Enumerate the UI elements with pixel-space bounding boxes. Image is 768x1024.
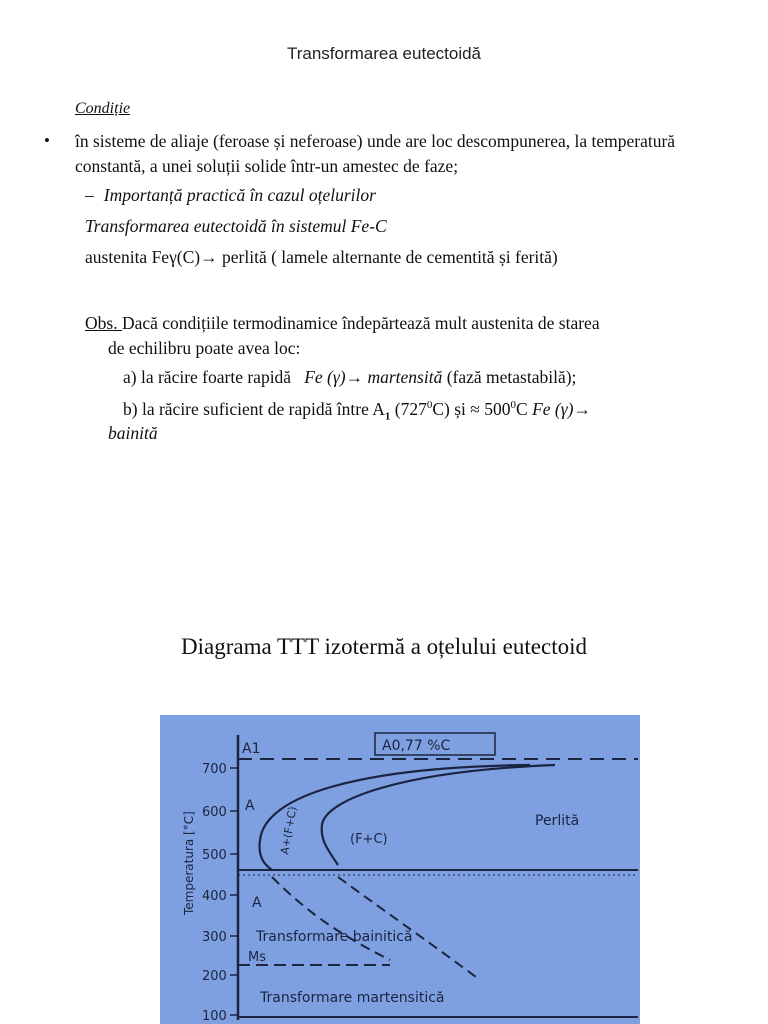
y-tick-label-600: 600 xyxy=(202,805,227,820)
diagram-title: Diagrama TTT izotermă a oțelului eutectoid xyxy=(181,634,587,659)
case-a-reaction: Fe (γ)→ martensită xyxy=(304,367,443,387)
bullet-text: în sisteme de aliaje (feroase și neferoase) unde are loc descompunerea, la temperatură constantă, a unei soluții solide într-un amestec de faze; xyxy=(75,131,676,176)
case-b-temp-mid: C) și ≈ 500 xyxy=(432,399,511,419)
case-b-deg2: 0 xyxy=(510,399,517,412)
ttt-diagram-scan xyxy=(160,715,640,1024)
y-tick-label-100: 100 xyxy=(202,1009,227,1024)
austenite-reaction: austenita Feγ(C)→ perlită ( lamele alternante de cementită și ferită) xyxy=(85,247,558,267)
austenite-label-top: A xyxy=(245,798,255,814)
a-fc-label: A+(F+C) xyxy=(278,805,300,856)
sub-bullet-practical xyxy=(85,185,376,206)
case-b-line xyxy=(123,399,591,423)
obs-label: Obs. xyxy=(85,313,122,333)
bullet-marker: • xyxy=(44,131,50,150)
ttt-diagram-svg xyxy=(160,715,640,1024)
case-b-reaction-end: bainită xyxy=(108,423,158,443)
obs-line2: de echilibru poate avea loc: xyxy=(108,338,301,358)
observation-block xyxy=(85,311,725,361)
case-b-temp-end: C xyxy=(516,399,528,419)
obs-line1: Dacă condițiile termodinamice îndepărtează mult austenita de starea xyxy=(121,313,600,333)
composition-label: A0,77 %C xyxy=(382,738,451,754)
case-b-deg: 0 xyxy=(426,399,433,412)
y-tick-label-500: 500 xyxy=(202,848,227,863)
condition-heading: Condiție xyxy=(75,100,131,117)
y-tick-label-700: 700 xyxy=(202,762,227,777)
a1-label: A1 xyxy=(242,741,261,757)
case-a-suffix: (fază metastabilă); xyxy=(446,367,577,387)
fec-transformation-heading: Transformarea eutectoidă în sistemul Fe-C xyxy=(85,216,387,236)
case-b-temp-range: (727 xyxy=(394,399,427,419)
y-tick-label-400: 400 xyxy=(202,889,227,904)
fc-label: (F+C) xyxy=(350,832,388,847)
martensite-label: Transformare martensitică xyxy=(260,990,445,1006)
case-b-a1: A xyxy=(372,399,385,419)
bainite-start-curve xyxy=(272,877,390,960)
y-tick-label-300: 300 xyxy=(202,930,227,945)
page-title: Transformarea eutectoidă xyxy=(286,44,482,63)
start-curve xyxy=(259,765,530,870)
y-axis-label: Temperatura [°C] xyxy=(182,811,196,915)
case-b-prefix: b) la răcire suficient de rapidă între xyxy=(123,399,369,419)
austenite-label-mid: A xyxy=(252,895,262,911)
practical-importance-text: Importanță practică în cazul oțelurilor xyxy=(103,185,376,205)
pearlite-label: Perlită xyxy=(535,813,580,829)
case-a-line xyxy=(123,367,576,388)
dash-marker: – xyxy=(85,185,94,205)
bainite-label: Transformare bainitică xyxy=(256,929,413,945)
y-tick-label-200: 200 xyxy=(202,969,227,984)
case-a-prefix: a) la răcire foarte rapidă xyxy=(123,367,292,387)
case-b-reaction: Fe (γ)→ xyxy=(532,399,591,419)
ms-label: Ms xyxy=(248,950,266,965)
case-b-a1-sub: 1 xyxy=(384,410,391,423)
